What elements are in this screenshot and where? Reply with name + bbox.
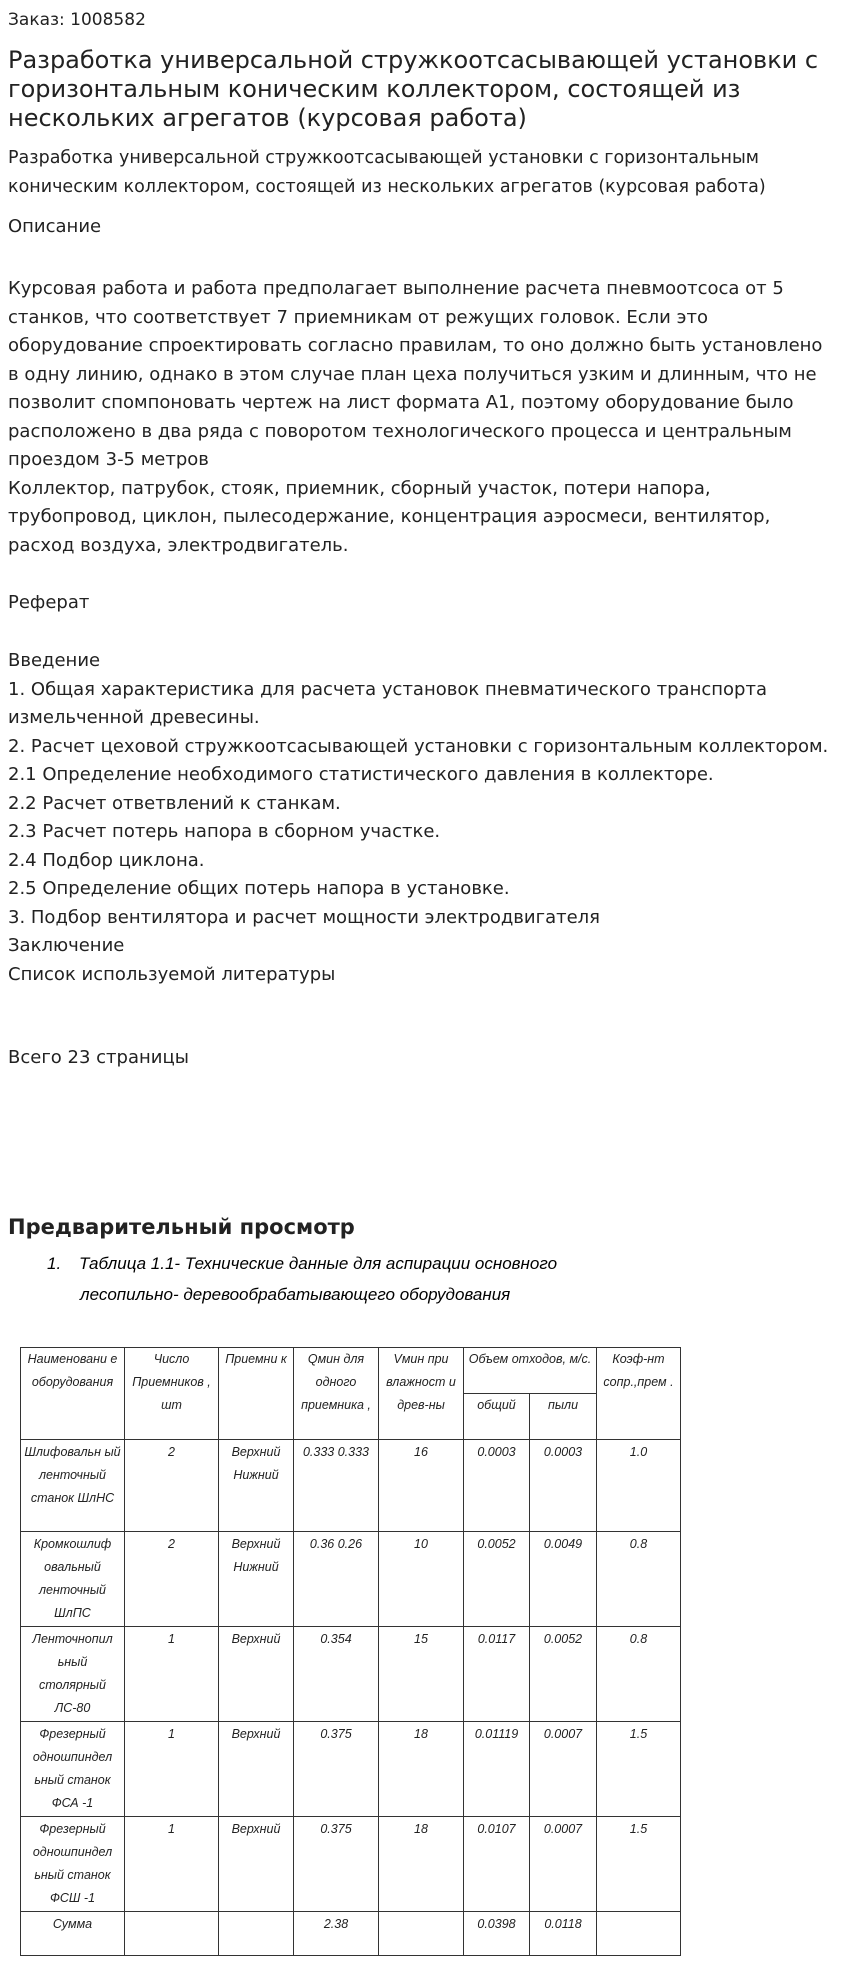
cell-dust: 0.0052 — [530, 1627, 597, 1722]
cell-name: Кромкошлиф овальный ленточный ШлПС — [21, 1532, 125, 1627]
cell-dust: 0.0118 — [530, 1912, 597, 1956]
cell-receiver — [219, 1912, 294, 1956]
table-caption — [47, 1248, 557, 1310]
cell-receiver: Верхний — [219, 1722, 294, 1817]
cell-total: 0.0117 — [464, 1627, 530, 1722]
header-dust: пыли — [530, 1394, 597, 1440]
document-preview — [0, 1240, 847, 1961]
cell-coef — [597, 1912, 681, 1956]
cell-qmin: 0.333 0.333 — [294, 1440, 379, 1532]
header-count: Число Приемников , шт — [125, 1348, 219, 1440]
cell-count: 1 — [125, 1817, 219, 1912]
cell-receiver: Верхний — [219, 1817, 294, 1912]
table-of-contents — [8, 647, 838, 989]
table-row — [21, 1532, 681, 1627]
cell-qmin: 0.354 — [294, 1627, 379, 1722]
cell-total: 0.0107 — [464, 1817, 530, 1912]
cell-receiver: Верхний — [219, 1627, 294, 1722]
header-total: общий — [464, 1394, 530, 1440]
header-name: Наименовани е оборудования — [21, 1348, 125, 1440]
cell-total: 0.0052 — [464, 1532, 530, 1627]
table-row — [21, 1817, 681, 1912]
description-keywords: Коллектор, патрубок, стояк, приемник, сборный участок, потери напора, трубопровод, циклон, пылесодержание, концентрация аэросмеси, вентилятор, расход воздуха, электродвигатель. — [8, 477, 771, 556]
description-paragraph: Курсовая работа и работа предполагает выполнение расчета пневмоотсоса от 5 станков, что соответствует 7 приемникам от режущих головок. Если это оборудование спроектировать согласно правилам, то оно должно быть установлено в одну линию, однако в этом случае план цеха получиться узким и длинным, что не позволит спомпоновать чертеж на лист формата А1, поэтому оборудование было расположено в два ряда с поворотом технологического процесса и центральным проездом 3-5 метров — [8, 278, 823, 470]
cell-coef: 1.5 — [597, 1722, 681, 1817]
cell-name: Шлифовальн ый ленточный станок ШлНС — [21, 1440, 125, 1532]
table-row — [21, 1722, 681, 1817]
page-title: Разработка универсальной стружкоотсасывающей установки с горизонтальным коническим коллектором, состоящей из нескольких агрегатов (курсовая работа) — [8, 46, 819, 132]
toc-item: 2.2 Расчет ответвлений к станкам. — [8, 792, 341, 814]
caption-number: 1. — [47, 1254, 62, 1273]
cell-vmin: 10 — [379, 1532, 464, 1627]
page-subtitle: Разработка универсальной стружкоотсасывающей установки с горизонтальным коническим коллектором, состоящей из нескольких агрегатов (курсовая работа) — [8, 148, 766, 197]
cell-vmin: 15 — [379, 1627, 464, 1722]
table-row — [21, 1627, 681, 1722]
cell-qmin: 0.36 0.26 — [294, 1532, 379, 1627]
equipment-table — [20, 1347, 681, 1956]
cell-qmin: 2.38 — [294, 1912, 379, 1956]
toc-item: 2.4 Подбор циклона. — [8, 849, 205, 871]
toc-item: Заключение — [8, 935, 125, 956]
description-body — [8, 275, 838, 560]
header-receiver: Приемни к — [219, 1348, 294, 1440]
cell-coef: 0.8 — [597, 1627, 681, 1722]
cell-count — [125, 1912, 219, 1956]
toc-item: 2. Расчет цеховой стружкоотсасывающей установки с горизонтальным коллектором. — [8, 735, 829, 757]
order-number: Заказ: 1008582 — [8, 10, 146, 30]
cell-receiver: Верхний Нижний — [219, 1440, 294, 1532]
toc-item: Список используемой литературы — [8, 963, 336, 985]
total-pages: Всего 23 страницы — [8, 1047, 189, 1068]
cell-total: 0.01119 — [464, 1722, 530, 1817]
toc-item: 3. Подбор вентилятора и расчет мощности электродвигателя — [8, 906, 600, 928]
cell-name: Сумма — [21, 1912, 125, 1956]
cell-vmin — [379, 1912, 464, 1956]
cell-vmin: 18 — [379, 1817, 464, 1912]
preview-heading: Предварительный просмотр — [8, 1215, 355, 1239]
toc-item: Введение — [8, 650, 101, 671]
cell-vmin: 18 — [379, 1722, 464, 1817]
cell-count: 1 — [125, 1722, 219, 1817]
caption-line: Таблица 1.1- Технические данные для аспирации основного — [79, 1254, 558, 1273]
cell-count: 1 — [125, 1627, 219, 1722]
cell-coef: 1.5 — [597, 1817, 681, 1912]
cell-total: 0.0003 — [464, 1440, 530, 1532]
cell-total: 0.0398 — [464, 1912, 530, 1956]
cell-name: Фрезерный одношпиндел ьный станок ФСА -1 — [21, 1722, 125, 1817]
cell-count: 2 — [125, 1532, 219, 1627]
cell-coef: 1.0 — [597, 1440, 681, 1532]
caption-line: лесопильно- деревообрабатывающего оборудования — [80, 1285, 511, 1304]
cell-qmin: 0.375 — [294, 1817, 379, 1912]
toc-item: 2.3 Расчет потерь напора в сборном участке. — [8, 821, 441, 842]
header-waste: Объем отходов, м/с. — [464, 1348, 597, 1394]
table-row — [21, 1440, 681, 1532]
cell-coef: 0.8 — [597, 1532, 681, 1627]
cell-dust: 0.0049 — [530, 1532, 597, 1627]
cell-dust: 0.0007 — [530, 1817, 597, 1912]
table-header-row — [21, 1348, 681, 1394]
cell-count: 2 — [125, 1440, 219, 1532]
cell-dust: 0.0003 — [530, 1440, 597, 1532]
cell-receiver: Верхний Нижний — [219, 1532, 294, 1627]
description-heading: Описание — [8, 216, 102, 237]
table-row-total — [21, 1912, 681, 1956]
toc-item: 1. Общая характеристика для расчета установок пневматического транспорта измельченной древесины. — [8, 678, 767, 728]
cell-name: Фрезерный одношпиндел ьный станок ФСШ -1 — [21, 1817, 125, 1912]
header-vmin: Vмин при влажност и древ-ны — [379, 1348, 464, 1440]
cell-dust: 0.0007 — [530, 1722, 597, 1817]
cell-name: Ленточнопил ьный столярный ЛС-80 — [21, 1627, 125, 1722]
toc-item: 2.5 Определение общих потерь напора в установке. — [8, 878, 510, 899]
header-qmin: Qмин для одного приемника , — [294, 1348, 379, 1440]
header-coef: Коэф-нт сопр.,прем . — [597, 1348, 681, 1440]
cell-vmin: 16 — [379, 1440, 464, 1532]
cell-qmin: 0.375 — [294, 1722, 379, 1817]
toc-item: 2.1 Определение необходимого статистического давления в коллекторе. — [8, 764, 714, 785]
abstract-heading: Реферат — [8, 592, 90, 613]
